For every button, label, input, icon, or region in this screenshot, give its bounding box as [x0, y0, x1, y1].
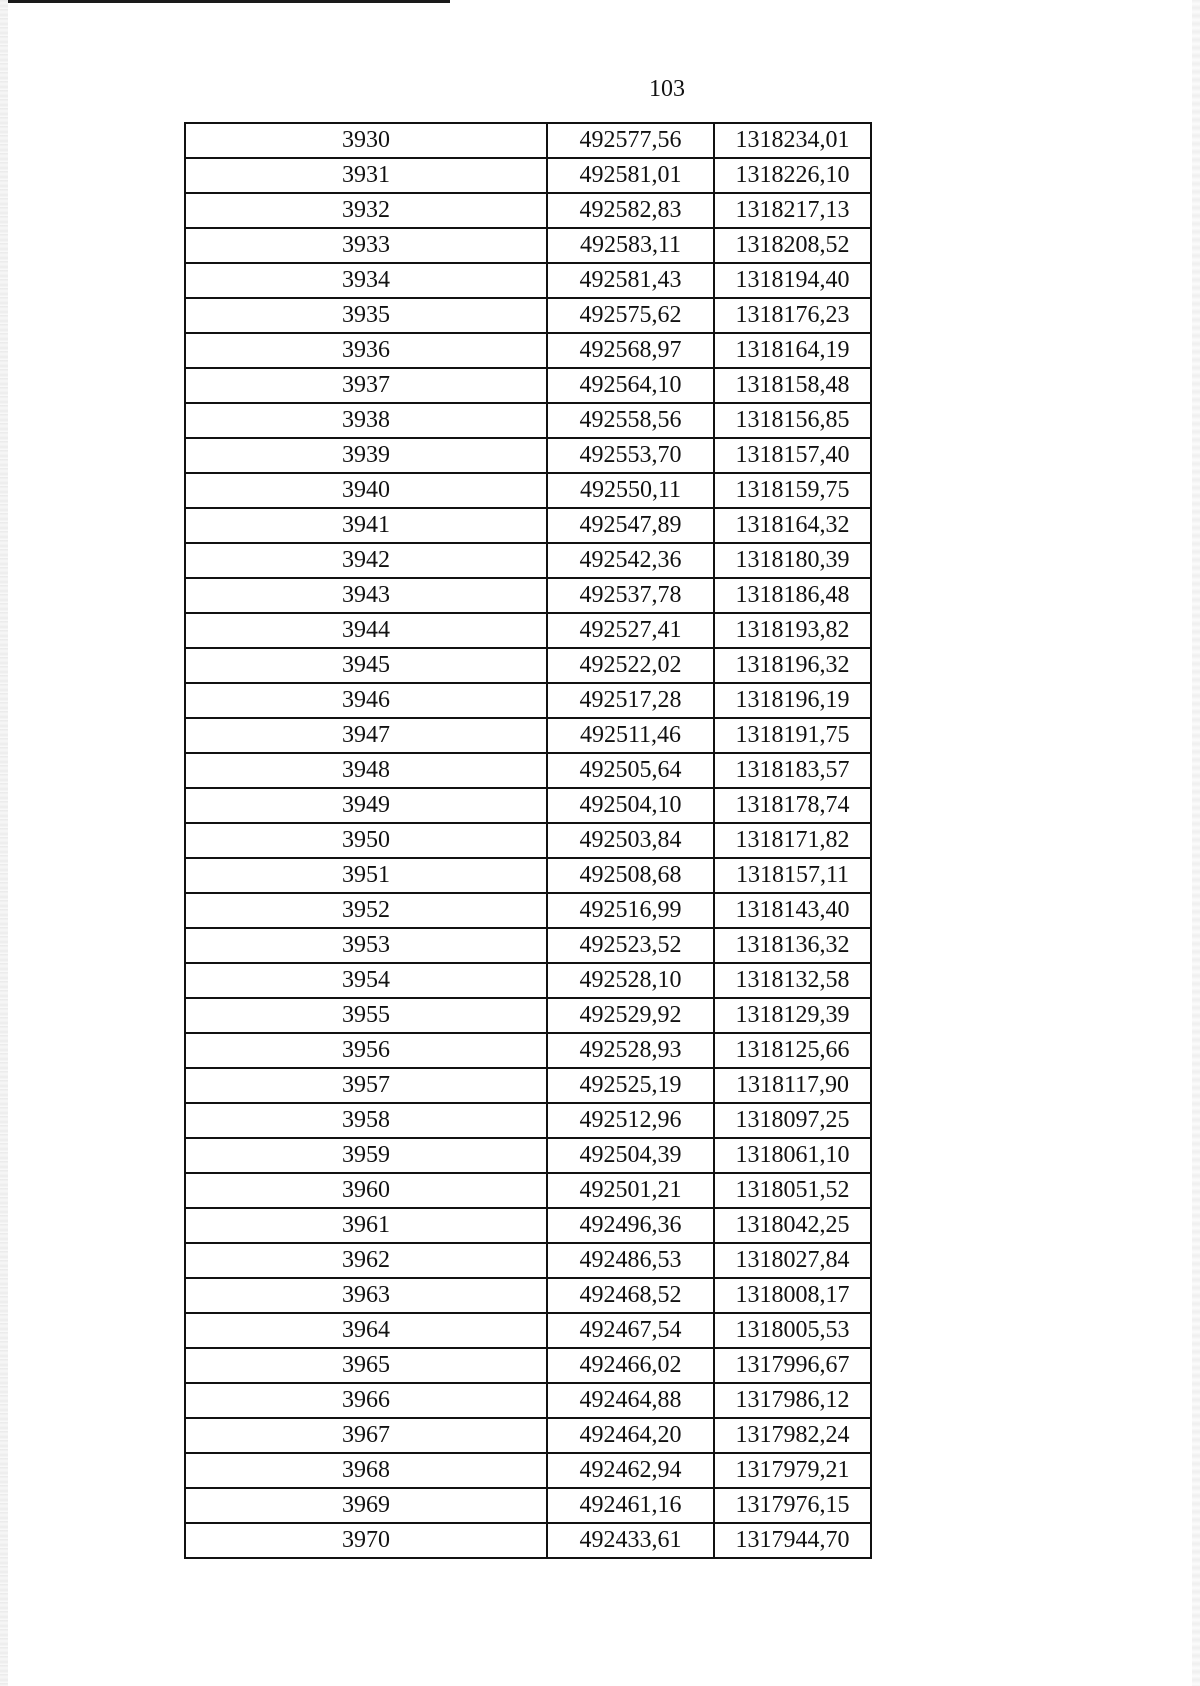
x-coordinate-cell: 492583,11 — [547, 228, 714, 263]
point-number-cell: 3970 — [185, 1523, 547, 1558]
coordinates-table — [184, 122, 872, 1559]
y-coordinate-cell: 1318196,19 — [714, 683, 871, 718]
x-coordinate-cell: 492512,96 — [547, 1103, 714, 1138]
x-coordinate-cell: 492468,52 — [547, 1278, 714, 1313]
table-row — [185, 438, 871, 473]
y-coordinate-cell: 1318176,23 — [714, 298, 871, 333]
point-number-cell: 3941 — [185, 508, 547, 543]
x-coordinate-cell: 492516,99 — [547, 893, 714, 928]
y-coordinate-cell: 1318178,74 — [714, 788, 871, 823]
point-number-cell: 3962 — [185, 1243, 547, 1278]
point-number-cell: 3964 — [185, 1313, 547, 1348]
x-coordinate-cell: 492542,36 — [547, 543, 714, 578]
point-number-cell: 3967 — [185, 1418, 547, 1453]
point-number-cell: 3956 — [185, 1033, 547, 1068]
point-number-cell: 3947 — [185, 718, 547, 753]
y-coordinate-cell: 1318196,32 — [714, 648, 871, 683]
point-number-cell: 3968 — [185, 1453, 547, 1488]
coordinates-table-body — [185, 123, 871, 1558]
x-coordinate-cell: 492528,93 — [547, 1033, 714, 1068]
y-coordinate-cell: 1318097,25 — [714, 1103, 871, 1138]
y-coordinate-cell: 1318051,52 — [714, 1173, 871, 1208]
x-coordinate-cell: 492511,46 — [547, 718, 714, 753]
x-coordinate-cell: 492527,41 — [547, 613, 714, 648]
point-number-cell: 3936 — [185, 333, 547, 368]
y-coordinate-cell: 1318117,90 — [714, 1068, 871, 1103]
top-rule — [0, 0, 450, 3]
y-coordinate-cell: 1317982,24 — [714, 1418, 871, 1453]
x-coordinate-cell: 492486,53 — [547, 1243, 714, 1278]
point-number-cell: 3933 — [185, 228, 547, 263]
point-number-cell: 3963 — [185, 1278, 547, 1313]
x-coordinate-cell: 492525,19 — [547, 1068, 714, 1103]
table-row — [185, 928, 871, 963]
y-coordinate-cell: 1318171,82 — [714, 823, 871, 858]
point-number-cell: 3937 — [185, 368, 547, 403]
table-row — [185, 1348, 871, 1383]
point-number-cell: 3934 — [185, 263, 547, 298]
y-coordinate-cell: 1318159,75 — [714, 473, 871, 508]
y-coordinate-cell: 1318186,48 — [714, 578, 871, 613]
table-row — [185, 893, 871, 928]
x-coordinate-cell: 492529,92 — [547, 998, 714, 1033]
table-row — [185, 1243, 871, 1278]
table-row — [185, 1453, 871, 1488]
table-row — [185, 1523, 871, 1558]
y-coordinate-cell: 1318193,82 — [714, 613, 871, 648]
x-coordinate-cell: 492433,61 — [547, 1523, 714, 1558]
y-coordinate-cell: 1318234,01 — [714, 123, 871, 158]
table-row — [185, 1278, 871, 1313]
x-coordinate-cell: 492523,52 — [547, 928, 714, 963]
y-coordinate-cell: 1318226,10 — [714, 158, 871, 193]
table-row — [185, 508, 871, 543]
point-number-cell: 3961 — [185, 1208, 547, 1243]
table-row — [185, 648, 871, 683]
table-row — [185, 1103, 871, 1138]
y-coordinate-cell: 1318157,11 — [714, 858, 871, 893]
point-number-cell: 3965 — [185, 1348, 547, 1383]
x-coordinate-cell: 492581,01 — [547, 158, 714, 193]
y-coordinate-cell: 1317996,67 — [714, 1348, 871, 1383]
table-row — [185, 368, 871, 403]
table-row — [185, 823, 871, 858]
y-coordinate-cell: 1317979,21 — [714, 1453, 871, 1488]
table-row — [185, 403, 871, 438]
point-number-cell: 3949 — [185, 788, 547, 823]
y-coordinate-cell: 1318164,32 — [714, 508, 871, 543]
x-coordinate-cell: 492501,21 — [547, 1173, 714, 1208]
table-row — [185, 718, 871, 753]
table-row — [185, 1068, 871, 1103]
x-coordinate-cell: 492568,97 — [547, 333, 714, 368]
y-coordinate-cell: 1318005,53 — [714, 1313, 871, 1348]
x-coordinate-cell: 492505,64 — [547, 753, 714, 788]
point-number-cell: 3953 — [185, 928, 547, 963]
point-number-cell: 3960 — [185, 1173, 547, 1208]
point-number-cell: 3958 — [185, 1103, 547, 1138]
table-row — [185, 298, 871, 333]
point-number-cell: 3946 — [185, 683, 547, 718]
table-row — [185, 333, 871, 368]
y-coordinate-cell: 1318158,48 — [714, 368, 871, 403]
x-coordinate-cell: 492464,20 — [547, 1418, 714, 1453]
point-number-cell: 3948 — [185, 753, 547, 788]
y-coordinate-cell: 1318125,66 — [714, 1033, 871, 1068]
y-coordinate-cell: 1318217,13 — [714, 193, 871, 228]
table-row — [185, 193, 871, 228]
point-number-cell: 3955 — [185, 998, 547, 1033]
table-row — [185, 1313, 871, 1348]
page-number: 103 — [649, 76, 685, 102]
y-coordinate-cell: 1318027,84 — [714, 1243, 871, 1278]
x-coordinate-cell: 492553,70 — [547, 438, 714, 473]
y-coordinate-cell: 1318164,19 — [714, 333, 871, 368]
table-row — [185, 683, 871, 718]
x-coordinate-cell: 492464,88 — [547, 1383, 714, 1418]
x-coordinate-cell: 492581,43 — [547, 263, 714, 298]
point-number-cell: 3966 — [185, 1383, 547, 1418]
table-row — [185, 123, 871, 158]
table-row — [185, 1383, 871, 1418]
point-number-cell: 3950 — [185, 823, 547, 858]
table-row — [185, 1208, 871, 1243]
table-row — [185, 963, 871, 998]
y-coordinate-cell: 1317944,70 — [714, 1523, 871, 1558]
table-row — [185, 858, 871, 893]
x-coordinate-cell: 492517,28 — [547, 683, 714, 718]
point-number-cell: 3959 — [185, 1138, 547, 1173]
x-coordinate-cell: 492466,02 — [547, 1348, 714, 1383]
y-coordinate-cell: 1317976,15 — [714, 1488, 871, 1523]
x-coordinate-cell: 492558,56 — [547, 403, 714, 438]
table-row — [185, 1033, 871, 1068]
x-coordinate-cell: 492575,62 — [547, 298, 714, 333]
table-row — [185, 1173, 871, 1208]
table-row — [185, 1488, 871, 1523]
table-row — [185, 158, 871, 193]
table-row — [185, 263, 871, 298]
y-coordinate-cell: 1318061,10 — [714, 1138, 871, 1173]
x-coordinate-cell: 492496,36 — [547, 1208, 714, 1243]
x-coordinate-cell: 492461,16 — [547, 1488, 714, 1523]
point-number-cell: 3969 — [185, 1488, 547, 1523]
x-coordinate-cell: 492522,02 — [547, 648, 714, 683]
point-number-cell: 3951 — [185, 858, 547, 893]
table-row — [185, 753, 871, 788]
x-coordinate-cell: 492503,84 — [547, 823, 714, 858]
x-coordinate-cell: 492550,11 — [547, 473, 714, 508]
x-coordinate-cell: 492508,68 — [547, 858, 714, 893]
y-coordinate-cell: 1317986,12 — [714, 1383, 871, 1418]
x-coordinate-cell: 492504,10 — [547, 788, 714, 823]
point-number-cell: 3944 — [185, 613, 547, 648]
y-coordinate-cell: 1318008,17 — [714, 1278, 871, 1313]
point-number-cell: 3938 — [185, 403, 547, 438]
table-row — [185, 1418, 871, 1453]
y-coordinate-cell: 1318132,58 — [714, 963, 871, 998]
x-coordinate-cell: 492577,56 — [547, 123, 714, 158]
point-number-cell: 3957 — [185, 1068, 547, 1103]
table-row — [185, 788, 871, 823]
table-row — [185, 228, 871, 263]
x-coordinate-cell: 492582,83 — [547, 193, 714, 228]
x-coordinate-cell: 492467,54 — [547, 1313, 714, 1348]
x-coordinate-cell: 492528,10 — [547, 963, 714, 998]
x-coordinate-cell: 492564,10 — [547, 368, 714, 403]
table-row — [185, 613, 871, 648]
point-number-cell: 3940 — [185, 473, 547, 508]
point-number-cell: 3954 — [185, 963, 547, 998]
y-coordinate-cell: 1318180,39 — [714, 543, 871, 578]
point-number-cell: 3939 — [185, 438, 547, 473]
point-number-cell: 3942 — [185, 543, 547, 578]
y-coordinate-cell: 1318194,40 — [714, 263, 871, 298]
point-number-cell: 3932 — [185, 193, 547, 228]
y-coordinate-cell: 1318136,32 — [714, 928, 871, 963]
point-number-cell: 3945 — [185, 648, 547, 683]
scan-edge-left — [0, 0, 8, 1686]
point-number-cell: 3943 — [185, 578, 547, 613]
table-row — [185, 473, 871, 508]
y-coordinate-cell: 1318156,85 — [714, 403, 871, 438]
x-coordinate-cell: 492504,39 — [547, 1138, 714, 1173]
x-coordinate-cell: 492547,89 — [547, 508, 714, 543]
point-number-cell: 3930 — [185, 123, 547, 158]
point-number-cell: 3952 — [185, 893, 547, 928]
point-number-cell: 3935 — [185, 298, 547, 333]
table-row — [185, 998, 871, 1033]
table-row — [185, 578, 871, 613]
table-row — [185, 1138, 871, 1173]
y-coordinate-cell: 1318143,40 — [714, 893, 871, 928]
y-coordinate-cell: 1318129,39 — [714, 998, 871, 1033]
x-coordinate-cell: 492462,94 — [547, 1453, 714, 1488]
x-coordinate-cell: 492537,78 — [547, 578, 714, 613]
scan-edge-right — [1192, 0, 1200, 1686]
y-coordinate-cell: 1318157,40 — [714, 438, 871, 473]
y-coordinate-cell: 1318208,52 — [714, 228, 871, 263]
table-row — [185, 543, 871, 578]
y-coordinate-cell: 1318191,75 — [714, 718, 871, 753]
point-number-cell: 3931 — [185, 158, 547, 193]
y-coordinate-cell: 1318042,25 — [714, 1208, 871, 1243]
y-coordinate-cell: 1318183,57 — [714, 753, 871, 788]
